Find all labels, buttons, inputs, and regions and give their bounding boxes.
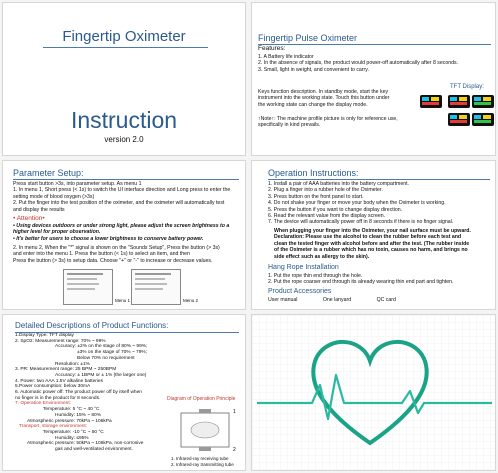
parameter-more: 2. In menu 2, When the "*" signal is shown on the "Sounds Setup", Press the button (> 3s) and enter into the menu 1. Press the button (< 1s) to select an item, and then Press the button (> 3s) to setup data. Choose "+" or "-" to increase or decrease values. [13, 245, 220, 264]
menu1-label: Menu 1 [115, 298, 131, 303]
feature-item: 3. Small, light in weight, and convenient to carry. [258, 66, 369, 73]
operation-steps: 1. Install a pair of AAA batteries into the battery compartment. 2. Plug a finger into a rubber hole of the Oximeter. 3. Press button on the front panel to start. 4. Do not shake your finger or move your body when the Oximeter is working. 5. Press the button if you want to change display direction. 6. Read the relevant value from the display screen. 7. The device will automatically power off in 8 seconds if there is no finger signal. [268, 181, 454, 226]
oximeter-image [472, 95, 494, 108]
menu1-image [63, 269, 113, 305]
svg-text:2: 2 [233, 447, 236, 453]
parameter-divider [13, 179, 239, 180]
menu2-label: Menu 2 [183, 298, 199, 303]
operation-title: Operation Instructions: [268, 168, 359, 178]
oximeter-image [448, 95, 470, 108]
cover-version: version 2.0 [104, 135, 144, 144]
features-divider [258, 44, 491, 45]
functions-title: Detailed Descriptions of Product Functions: [15, 321, 169, 330]
attention-title: • Attention• [13, 215, 45, 222]
oximeter-image [472, 113, 494, 126]
attention-list: • Using devices outdoors or under strong light, please adjust the screen brightness to a higher level for proper observation. • It's better for users to choose a lower brightness to conserve battery power. [13, 223, 230, 242]
diagram-legend: 1. Infrared-ray receiving tube 2. Infrared-ray transmitting tube [171, 456, 234, 467]
features-page-title: Fingertip Pulse Oximeter [258, 33, 358, 43]
hang-rope-steps: 1. Put the rope thin end through the hole. 2. Put the rope coarser end through its already wearing thin end part and tighten. [268, 273, 454, 286]
product-functions-panel [2, 314, 246, 471]
parameter-setup-title: Parameter Setup: [13, 168, 84, 178]
diagram-title: Diagram of Operation Principle [167, 396, 236, 402]
feature-item: 2. In the absence of signals, the product would power-off automatically after 8 seconds. [258, 60, 459, 67]
cover-title: Fingertip Oximeter [62, 28, 186, 45]
oximeter-image [420, 95, 442, 108]
feature-item: 1. A Battery life indicator [258, 54, 314, 60]
svg-text:1: 1 [233, 409, 236, 415]
parameter-lines: Press start button >3s, into parameter setup. As menu 1 1. In menu 1, Short press (< 1s) to switch the UI interface direction and Long press to enter the setting mode of blood oxygen (>3s) 2. Put the finger into the test position of the oximeter, and the oximeter will automatically test and display the results [13, 181, 231, 213]
functions-list: 1.Display Type: TFT display 2. SpO2: Measurement range: 70% ~ 99% Accuracy: ±2% on the stage of 80% ~ 99%; ±3% on the stage of 70% ~ 79%; Below 70% no requirement Resolution: ±1% 3. PR: Measurement range: 25 BPM ~ 250BPM Accuracy: ± 1BPM or ± 1% (the larger one) 4. Power: two AAA 1.5V alkaline batteries 5.Power consumption: below 30mA 6. Automatic power off: The product power off by itself when no finger is in the product for 8 seconds. 7. Operation Environment: Temperature: 5 °C ~ 40 °C Humidity: 15% ~ 80% Atmospheric pressure: 70kPa ~ 106kPa Transport, storage environment: Temperature: -10 °C ~ 50 °C Humidity: ≤95% Atmospheric pressure: 50kPa ~ 106kPa, non-corrosive gas and well-ventilated environment. [15, 333, 148, 453]
cover-panel [2, 2, 246, 156]
accessory-item: One lanyard [322, 297, 352, 303]
cover-divider [43, 47, 208, 48]
features-panel [251, 2, 496, 156]
keys-description: Keys function description. In standby mode, start the key instrument into the working state. Touch this button under the working state can change the display mode. [258, 89, 390, 108]
hang-rope-title: Hang Rope Installation [268, 264, 339, 271]
features-title: Features: [258, 45, 286, 52]
operation-warning: When plugging your finger into the Oximeter, your nail surface must be upward. Declaration: Please use the alcohol to clean the rubber before each test and clean the tested finger with alcohol before and after the test. (The rubber inside of the Oximeter is a rubber which has no toxin, causes no harm, and brings no side effect such as allergy to the skin). [274, 228, 471, 260]
heartbeat-illustration-panel [251, 314, 496, 471]
accessories-list [268, 297, 494, 303]
operation-divider [268, 179, 490, 180]
note-text: ↑Note↑: The machine profile picture is only for reference use, specifically in kind prevails. [258, 116, 398, 129]
cover-instruction: Instruction [70, 107, 178, 133]
features-list [258, 54, 494, 73]
parameter-setup-panel [2, 160, 246, 310]
operation-principle-diagram [171, 405, 241, 455]
accessory-item: User manual [268, 297, 298, 303]
heartbeat-heart-image [252, 315, 496, 471]
operation-instructions-panel [251, 160, 496, 310]
menu2-image [131, 269, 181, 305]
tft-display-label: TFT Display: [450, 84, 484, 90]
accessories-title: Product Accessories [268, 288, 332, 295]
oximeter-image [448, 113, 470, 126]
accessory-item: QC card [376, 297, 396, 303]
